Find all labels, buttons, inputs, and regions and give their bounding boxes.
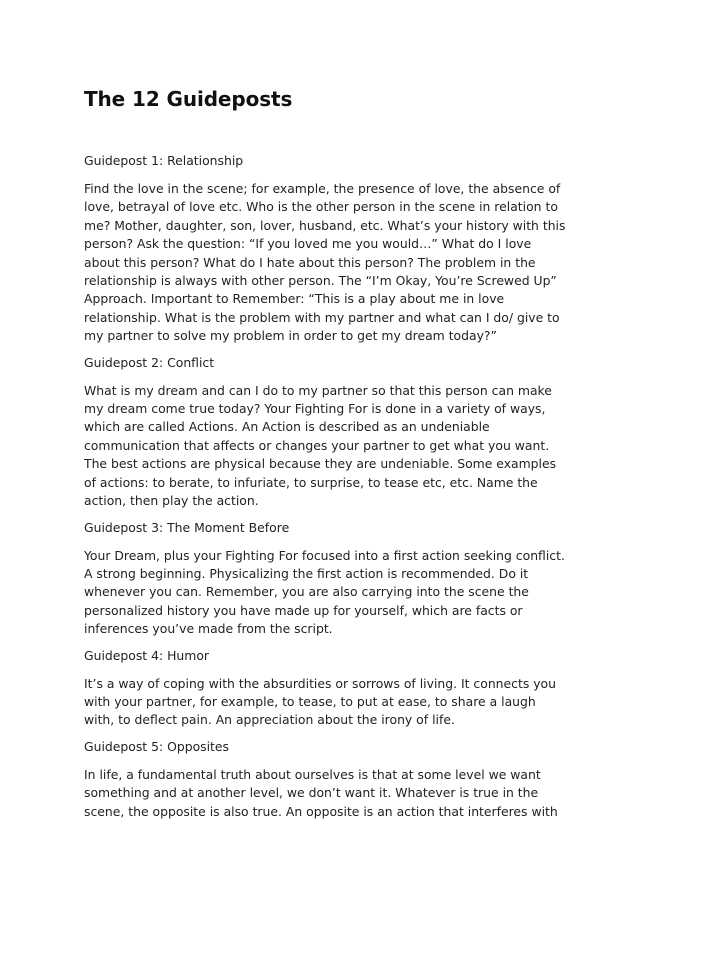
document-title: The 12 Guideposts — [84, 87, 293, 111]
guidepost-heading: Guidepost 1: Relationship — [84, 153, 244, 168]
guidepost-heading: Guidepost 2: Conflict — [84, 354, 215, 370]
body-line: Find the love in the scene; for example, the presence of love, the absence of — [84, 181, 561, 196]
body-line: with your partner, for example, to tease, to put at ease, to share a laugh — [84, 693, 536, 709]
body-line: something and at another level, we don’t want it. Whatever is true in the — [84, 785, 539, 801]
guidepost-body — [84, 675, 644, 730]
guidepost-heading: Guidepost 3: The Moment Before — [84, 519, 290, 535]
guidepost-body — [84, 766, 644, 821]
body-line: It’s a way of coping with the absurdities or sorrows of living. It connects you — [84, 675, 556, 691]
body-line: me? Mother, daughter, son, lover, husband, etc. What’s your history with this — [84, 217, 566, 233]
body-line: personalized history you have made up for yourself, which are facts or — [84, 602, 523, 618]
guidepost-heading: Guidepost 4: Humor — [84, 647, 209, 663]
body-line: The best actions are physical because they are undeniable. Some examples — [84, 456, 557, 472]
body-line: communication that affects or changes your partner to get what you want. — [84, 437, 550, 453]
document-sections — [84, 152, 644, 821]
body-line: love, betrayal of love etc. Who is the other person in the scene in relation to — [84, 199, 558, 215]
guidepost-body — [84, 382, 644, 511]
body-line: action, then play the action. — [84, 493, 259, 509]
guidepost-section — [84, 152, 644, 346]
guidepost-section — [84, 738, 644, 821]
body-line: of actions: to berate, to infuriate, to surprise, to tease etc, etc. Name the — [84, 474, 538, 490]
body-line: which are called Actions. An Action is described as an undeniable — [84, 419, 490, 435]
body-line: my dream come true today? Your Fighting For is done in a variety of ways, — [84, 401, 546, 417]
body-line: my partner to solve my problem in order to get my dream today?” — [84, 328, 497, 344]
guidepost-section — [84, 519, 644, 639]
document-page — [84, 84, 644, 829]
guidepost-body — [84, 180, 644, 346]
body-line: A strong beginning. Physicalizing the first action is recommended. Do it — [84, 565, 529, 581]
body-line: relationship. What is the problem with my partner and what can I do/ give to — [84, 309, 560, 325]
body-line: Your Dream, plus your Fighting For focused into a first action seeking conflict. — [84, 547, 565, 563]
body-line: scene, the opposite is also true. An opposite is an action that interferes with — [84, 803, 558, 819]
body-line: inferences you’ve made from the script. — [84, 621, 333, 637]
body-line: In life, a fundamental truth about ourselves is that at some level we want — [84, 766, 541, 782]
body-line: Approach. Important to Remember: “This is a play about me in love — [84, 291, 505, 307]
body-line: person? Ask the question: “If you loved me you would…” What do I love — [84, 236, 532, 252]
guidepost-body — [84, 547, 644, 639]
body-line: What is my dream and can I do to my partner so that this person can make — [84, 382, 552, 398]
guidepost-heading: Guidepost 5: Opposites — [84, 738, 229, 754]
guidepost-section — [84, 647, 644, 730]
body-line: whenever you can. Remember, you are also carrying into the scene the — [84, 584, 529, 600]
guidepost-section — [84, 354, 644, 511]
body-line: about this person? What do I hate about this person? The problem in the — [84, 254, 536, 270]
body-line: with, to deflect pain. An appreciation about the irony of life. — [84, 712, 455, 728]
body-line: relationship is always with other person. The “I’m Okay, You’re Screwed Up” — [84, 273, 557, 289]
